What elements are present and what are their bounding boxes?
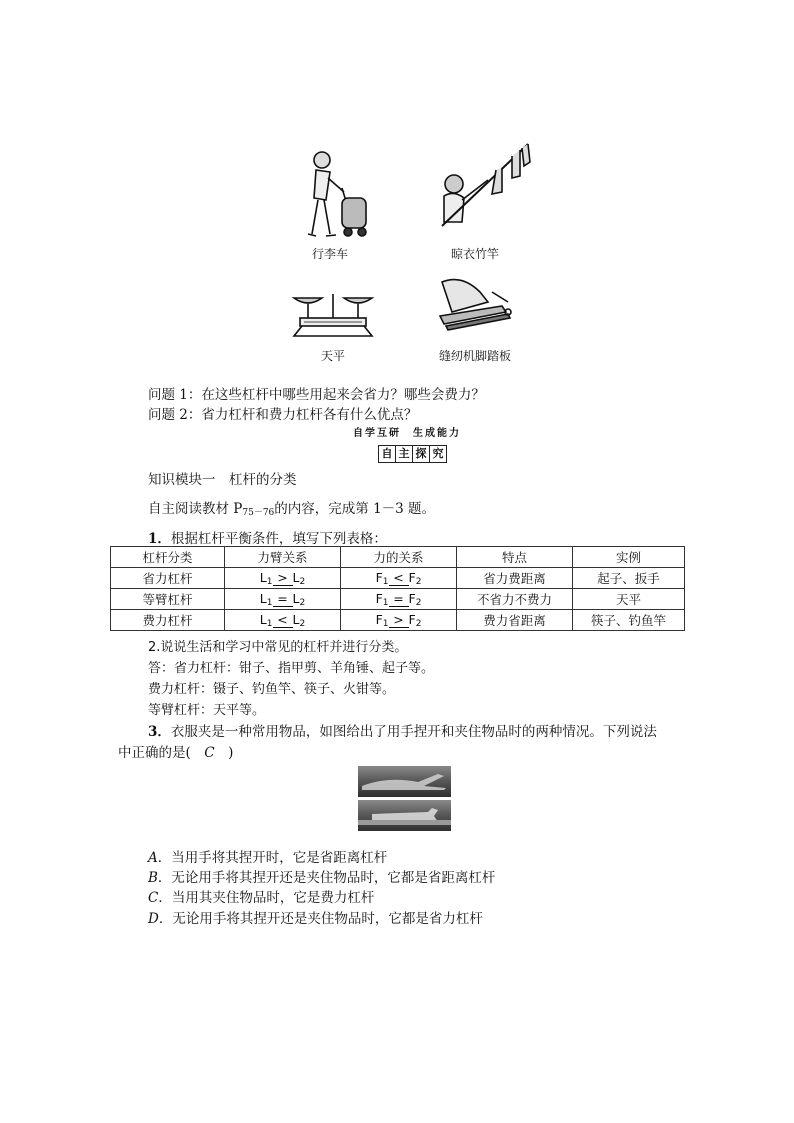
clothespin-photo-open (358, 766, 451, 797)
sewing-pedal-caption: 缝纫机脚踏板 (438, 349, 511, 363)
force-answer: < (389, 570, 409, 586)
arm-relation: $L_1 > L_2$ (225, 568, 341, 589)
balance-caption: 天平 (320, 349, 345, 363)
table-row (111, 589, 685, 610)
boxed-char: 探 (413, 446, 430, 462)
boxed-char: 主 (396, 446, 413, 462)
item-1 (148, 527, 387, 547)
clothespin-open-drawing (358, 766, 451, 797)
arm-answer: < (273, 612, 293, 628)
feature: 省力费距离 (457, 568, 573, 589)
force-relation: $F_1 < F_2$ (341, 568, 457, 589)
item-3-number: 3． (148, 724, 171, 740)
clothes-pole-figure (432, 140, 532, 236)
item-3-answer: C (204, 745, 215, 761)
item-2-answer-2: 费力杠杆：镊子、钓鱼竿、筷子、火钳等。 (148, 682, 396, 697)
option-d: D．无论用手将其捏开还是夹住物品时，它都是省力杠杆 (148, 911, 483, 927)
item-2-answer-3: 等臂杠杆：天平等。 (148, 703, 266, 718)
reading-suffix: 的内容，完成第 1－3 题。 (274, 501, 436, 517)
boxed-char: 自 (379, 446, 396, 462)
arm-answer: > (273, 570, 293, 586)
item-2-answer-1: 答：省力杠杆：钳子、指甲剪、羊角锤、起子等。 (148, 661, 435, 676)
example: 起子、扳手 (573, 568, 685, 589)
example: 天平 (573, 589, 685, 610)
item-1-text: 根据杠杆平衡条件，填写下列表格： (170, 531, 387, 547)
example: 筷子、钓鱼竿 (573, 610, 685, 631)
option-b: B．无论用手将其捏开还是夹住物品时，它都是省距离杠杆 (148, 870, 496, 886)
arm-relation: $L_1 = L_2$ (225, 589, 341, 610)
table-header: 杠杆分类 (111, 547, 225, 568)
option-c: C．当用其夹住物品时，它是费力杠杆 (148, 890, 375, 906)
question-1: 问题 1：在这些杠杆中哪些用起来会省力？哪些会费力？ (148, 387, 485, 403)
option-a: A．当用手将其捏开时，它是省距离杠杆 (148, 850, 388, 866)
item-3-line-1 (148, 720, 657, 740)
item-3-text: 衣服夹是一种常用物品，如图给出了用手捏开和夹住物品时的两种情况。下列说法 (170, 724, 657, 740)
luggage-cart-caption: 行李车 (311, 247, 348, 261)
section-heading: 自学互研 生成能力 (353, 428, 461, 439)
table-header: 力的关系 (341, 547, 457, 568)
section-boxed-title (378, 445, 447, 463)
table-row (111, 568, 685, 589)
feature: 不省力不费力 (457, 589, 573, 610)
table-header: 力臂关系 (225, 547, 341, 568)
sewing-pedal-figure (432, 272, 522, 340)
reading-pages: 75－76 (242, 508, 275, 518)
arm-answer: = (273, 591, 293, 607)
lever-type: 等臂杠杆 (111, 589, 225, 610)
item-2-question: 2.说说生活和学习中常见的杠杆并进行分类。 (148, 640, 408, 655)
force-answer: > (389, 612, 409, 628)
module-title: 知识模块一 杠杆的分类 (148, 472, 297, 488)
question-2: 问题 2：省力杠杆和费力杠杆各有什么优点？ (148, 407, 418, 423)
table-row (111, 610, 685, 631)
clothespin-photo-clamped (358, 800, 451, 831)
reading-prefix: 自主阅读教材 P (148, 501, 243, 517)
item-1-number: 1． (148, 531, 171, 547)
clothespin-clamped-drawing (358, 800, 451, 831)
item-3-line-2: 中正确的是( C ) (118, 745, 234, 761)
clothes-pole-caption: 晾衣竹竿 (450, 247, 499, 261)
reading-instruction (148, 497, 435, 518)
table-header: 实例 (573, 547, 685, 568)
force-relation: $F_1 = F_2$ (341, 589, 457, 610)
balance-figure (288, 284, 378, 340)
lever-table (110, 546, 685, 631)
lever-type: 费力杠杆 (111, 610, 225, 631)
table-header: 特点 (457, 547, 573, 568)
feature: 费力省距离 (457, 610, 573, 631)
force-answer: = (389, 591, 409, 607)
boxed-char: 究 (432, 447, 444, 460)
table-header-row (111, 547, 685, 568)
luggage-cart-figure (296, 148, 386, 240)
arm-relation: $L_1 < L_2$ (225, 610, 341, 631)
force-relation: $F_1 > F_2$ (341, 610, 457, 631)
lever-type: 省力杠杆 (111, 568, 225, 589)
